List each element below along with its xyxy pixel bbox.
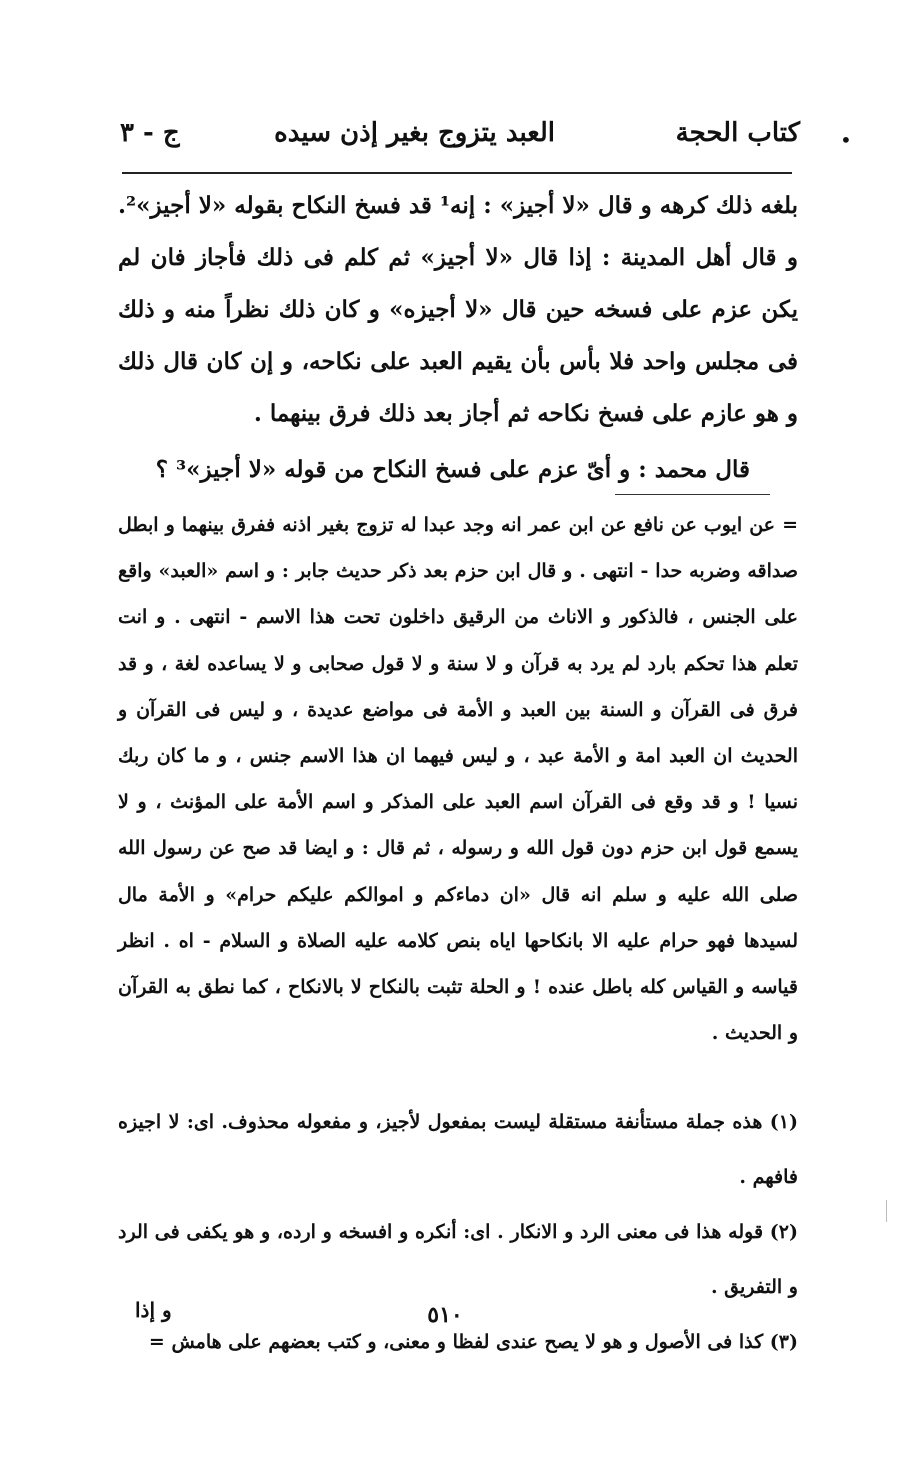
volume-label: ج - ٣ [120,118,180,148]
stray-mark: • [840,128,852,152]
catchword: و إذا [135,1298,172,1322]
main-text [118,180,798,496]
header-divider [122,172,792,174]
footnote-2: (٢) قوله هذا فى معنى الرد و الانكار . اى: أنكره و افسخه و ارده، و هو يكفى فى الرد و التفريق . [118,1221,798,1298]
footnote-1: (١) هذه جملة مستأنفة مستقلة ليست بمفعول لأجيز، و مفعوله محذوف. اى: لا اجيزه فافهم . [118,1111,798,1188]
chapter-title: العبد يتزوج بغير إذن سيده [274,118,555,148]
scan-edge-mark [886,1200,887,1222]
footnotes-block [118,1095,798,1370]
book-title: كتاب الحجة [675,118,800,148]
page-number: ٥١٠ [427,1302,463,1328]
footnote-divider [615,494,770,495]
main-paragraph: قال محمد : و أىّ عزم على فسخ النكاح من قوله «لا أجيز»³ ؟ [155,456,750,483]
page-header [120,118,800,168]
commentary-paragraph: = عن ايوب عن نافع عن ابن عمر انه وجد عبدا له تزوج بغير اذنه ففرق بينهما و ابطل صداقه وضربه حدا - انتهى . و قال ابن حزم بعد ذكر حديث جابر : و اسم «العبد» واقع على الجنس ، فالذكور و الاناث من الرقيق داخلون تحت هذا الاسم - انتهى . و انت تعلم هذا تحكم بارد لم يرد به قرآن و لا سنة و لا قول صحابى و لا يساعده لغة ، و قد فرق فى القرآن و السنة بين العبد و الأمة فى مواضع عديدة ، و ليس فى القرآن و الحديث ان العبد امة و الأمة عبد ، و ليس فيهما ان هذا الاسم جنس ، و ما كان ربك نسيا ! و قد وقع فى القرآن اسم العبد على المذكر و اسم الأمة على المؤنث ، و لا يسمع قول ابن حزم دون قول الله و رسوله ، ثم قال : و ايضا قد صح عن رسول الله صلى الله عليه و سلم انه قال «ان دماءكم و اموالكم عليكم حرام» و الأمة مال لسيدها فهو حرام عليه الا بانكاحها اياه بنص كلامه عليه الصلاة و السلام - اه . انظر قياسه و القياس كله باطل عنده ! و الحلة تثبت بالنكاح لا بالانكاح ، كما نطق به القرآن و الحديث . [118,514,798,1045]
main-paragraph: بلغه ذلك كرهه و قال «لا أجيز» : إنه¹ قد فسخ النكاح بقوله «لا أجيز»². و قال أهل المدينة : إذا قال «لا أجيز» ثم كلم فى ذلك فأجاز فان لم يكن عزم على فسخه حين قال «لا أجيزه» و كان ذلك نظراً منه و ذلك فى مجلس واحد فلا بأس بأن يقيم العبد على نكاحه، و إن كان قال ذلك و هو عازم على فسخ نكاحه ثم أجاز بعد ذلك فرق بينهما . [118,192,798,427]
commentary-block [118,502,798,1056]
footnote-3: (٣) كذا فى الأصول و هو لا يصح عندى لفظا و معنى، و كتب بعضهم على هامش = [148,1331,798,1353]
